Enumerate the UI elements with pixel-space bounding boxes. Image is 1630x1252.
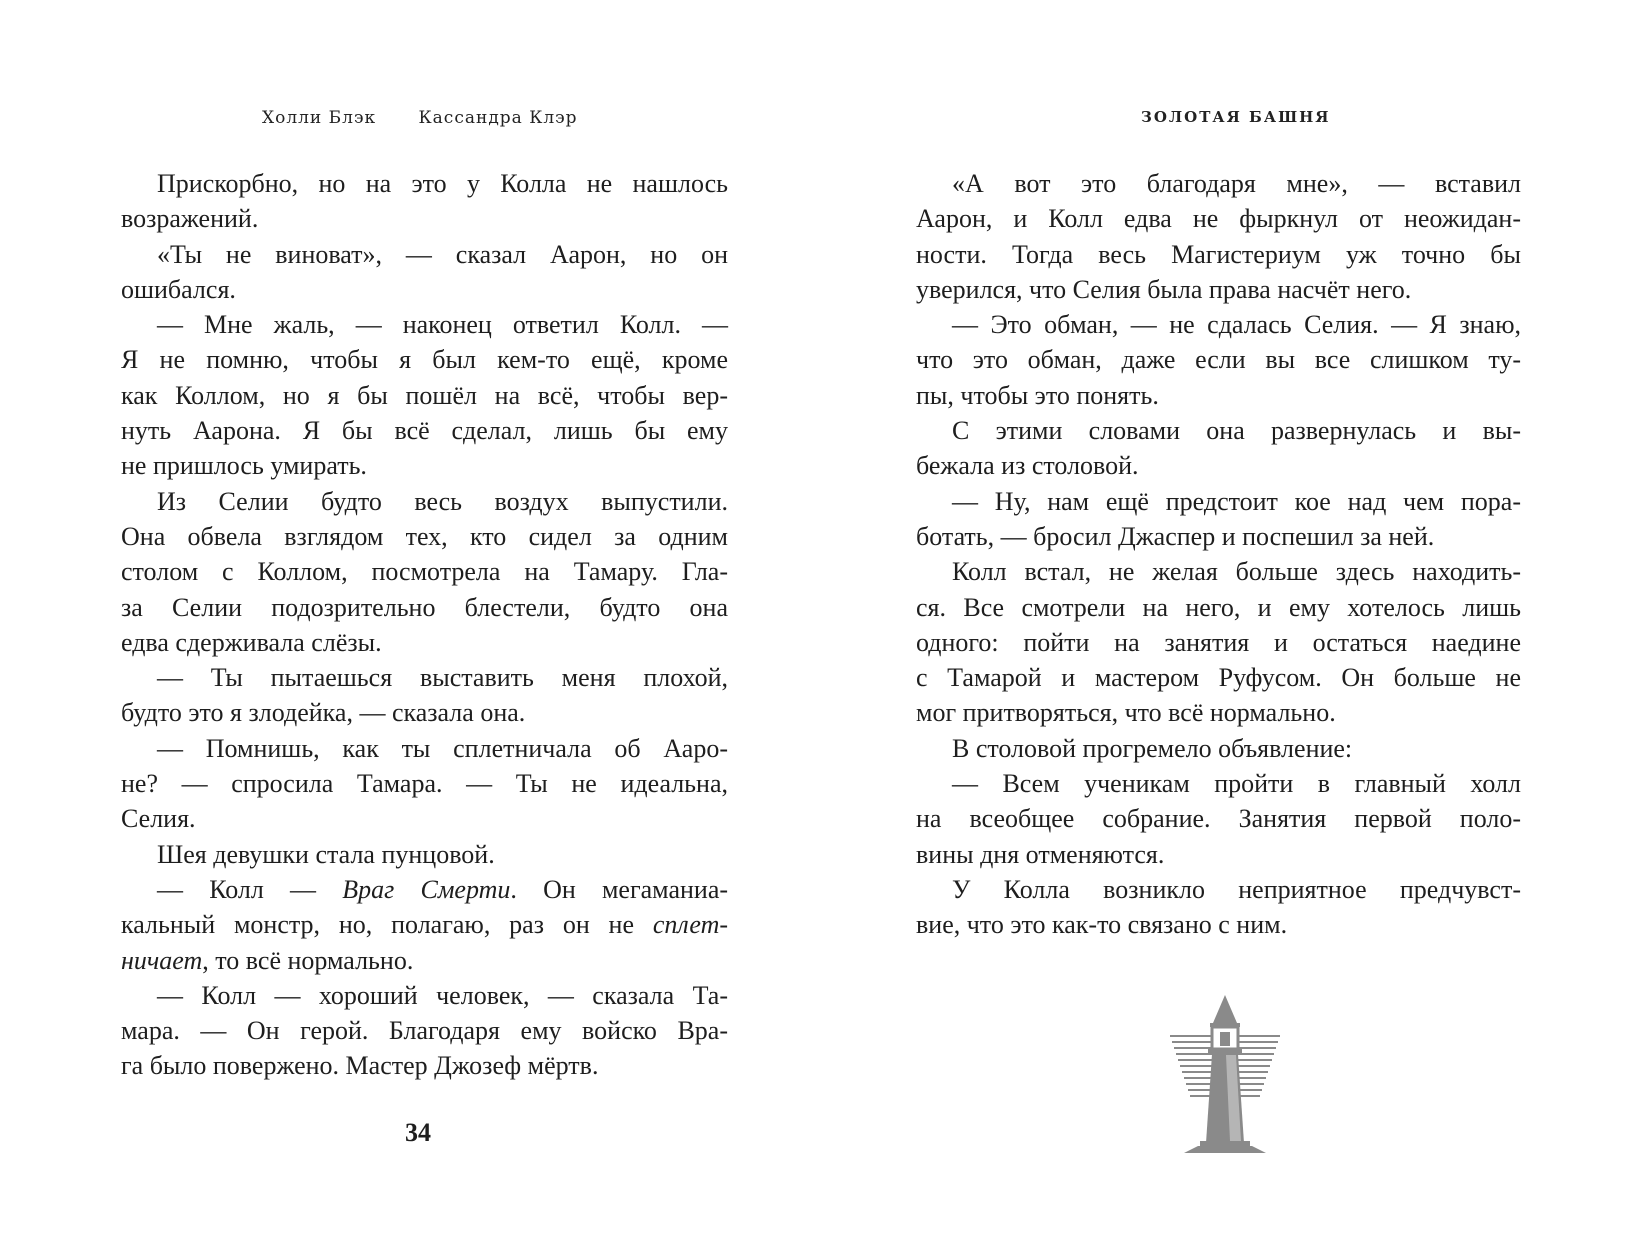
italic-fragment: ничает [121,945,203,975]
text-line: Из Селии будто весь воздух выпустили. [157,486,728,516]
text-line: ся. Все смотрели на него, и ему хотелось лишь [916,592,1521,622]
text-line: за Селии подозрительно блестели, будто она [121,592,728,622]
italic-fragment: Враг Смерти [342,874,511,904]
text-line: одного: пойти на занятия и остаться наедине [916,627,1521,657]
text-line: Шея девушки стала пунцовой. [157,839,495,869]
text-line: — Помнишь, как ты сплетничала об Ааро- [157,733,728,763]
author-name: Кассандра Клэр [418,108,578,128]
page-number: 34 [405,1118,431,1147]
text-line: не пришлось умирать. [121,451,367,481]
text-line: вины дня отменяются. [916,839,1165,869]
text-line: га было повержено. Мастер Джозеф мёртв. [121,1051,599,1081]
text-line: В столовой прогремело объявление: [952,733,1353,763]
text-line: будто это я злодейка, — сказала она. [121,698,526,728]
text-fragment: . Он мегаманиа- [510,874,729,904]
text-fragment: кальный монстр, но, полагаю, раз он не [121,910,653,940]
running-head-title: ЗОЛОТАЯ БАШНЯ [1141,108,1331,126]
right-page [815,0,1630,1252]
text-line: Прискорбно, но на это у Колла не нашлось [157,169,728,198]
text-line: С этими словами она развернулась и вы- [952,416,1521,446]
text-line: Селия. [121,804,196,834]
text-line: нуть Аарона. Я бы всё сделал, лишь бы ему [121,416,728,446]
text-line: «Ты не виноват», — сказал Аарон, но он [157,239,728,269]
running-head-authors [262,108,578,128]
text-line: столом с Коллом, посмотрела на Тамару. Гла- [121,557,728,587]
text-line: Она обвела взглядом тех, кто сидел за одним [121,521,728,551]
body-text [121,166,728,1084]
text-line: «А вот это благодаря мне», — вставил [952,169,1521,198]
text-line: ности. Тогда весь Магистериум уж точно бы [916,239,1521,269]
body-text [916,166,1521,943]
text-line: мог притворяться, что всё нормально. [916,698,1336,728]
text-line: — Мне жаль, — наконец ответил Колл. — [157,310,728,340]
text-line: ботать, — бросил Джаспер и поспешил за ней. [916,521,1435,551]
text-line: вие, что это как-то связано с ним. [916,910,1288,940]
text-line: возражений. [121,204,259,234]
text-line [121,872,728,907]
tower-icon [1170,995,1280,1153]
text-line: — Ну, нам ещё предстоит кое над чем пора- [952,486,1521,516]
text-line: Аарон, и Колл едва не фыркнул от неожидан- [916,204,1521,234]
text-line: — Ты пытаешься выставить меня плохой, [157,663,728,693]
text-line: как Коллом, но я бы пошёл на всё, чтобы вер- [121,380,728,410]
author-name: Холли Блэк [262,108,377,128]
text-line: едва сдерживала слёзы. [121,627,382,657]
text-line: пы, чтобы это понять. [916,380,1159,410]
text-line: не? — спросила Тамара. — Ты не идеальна, [121,769,728,799]
text-line: что это обман, даже если вы все слишком ту- [916,345,1521,375]
text-line [121,907,728,942]
text-line: на всеобщее собрание. Занятия первой поло- [916,804,1521,834]
italic-fragment: сплет- [652,910,728,940]
text-line: ошибался. [121,274,236,304]
text-fragment: , то всё нормально. [202,945,414,975]
text-fragment: — Колл — [157,874,343,904]
text-line: — Это обман, — не сдалась Селия. — Я знаю, [952,310,1521,340]
text-line: — Колл — хороший человек, — сказала Та- [157,980,728,1010]
text-line: бежала из столовой. [916,451,1139,481]
text-line [121,943,728,978]
text-line: мара. — Он герой. Благодаря ему войско Вра- [121,1016,728,1046]
text-line: Я не помню, чтобы я был кем-то ещё, кроме [121,345,728,375]
text-line: — Всем ученикам пройти в главный холл [952,769,1521,799]
text-line: Колл встал, не желая больше здесь находить- [952,557,1521,587]
text-line: с Тамарой и мастером Руфусом. Он больше не [916,663,1521,693]
text-line: У Колла возникло неприятное предчувст- [952,874,1521,904]
text-line: уверился, что Селия была права насчёт него. [916,274,1412,304]
